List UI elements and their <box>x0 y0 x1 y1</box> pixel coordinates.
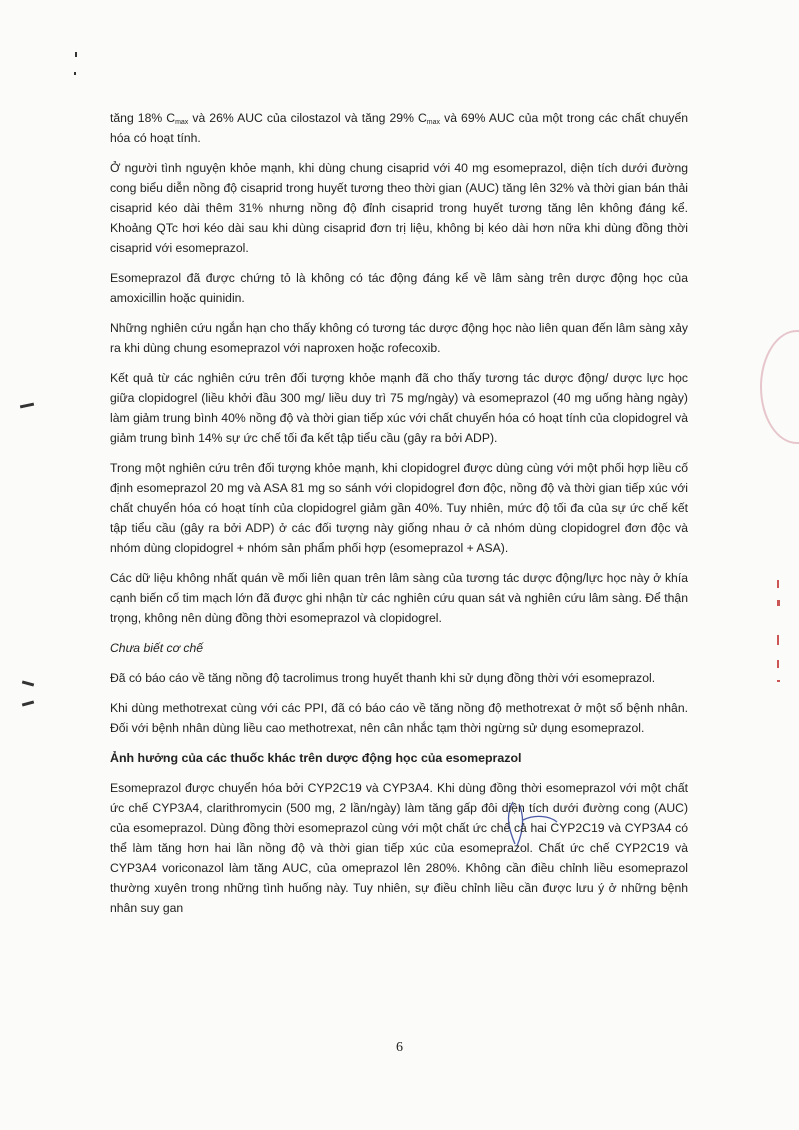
subheading: Chưa biết cơ chế <box>110 641 204 655</box>
scan-mark <box>777 580 779 588</box>
scan-mark <box>22 680 34 686</box>
paragraph: tăng 18% $C_{max}$ và 26% AUC của cilostazol và tăng 29% $C_{max}$ và 69% AUC của một trong các chất chuyển hóa có hoạt tính. <box>110 111 689 145</box>
paragraph: Kết quả từ các nghiên cứu trên đối tượng khỏe mạnh đã cho thấy tương tác dược động/ dược lực học giữa clopidogrel (liều khởi đầu 300 mg/ liều duy trì 75 mg/ngày) và esomeprazol (40 mg uống hàng ngày) làm giảm trung bình 40% nồng độ và thời gian tiếp xúc với chất chuyển hóa có hoạt tính của clopidogrel và giảm trung bình 14% sự ức chế tối đa kết tập tiểu cầu (gây ra bởi ADP). <box>110 371 688 445</box>
scan-mark <box>75 52 77 57</box>
page-number: 6 <box>396 1040 403 1055</box>
paragraph: Đã có báo cáo về tăng nồng độ tacrolimus trong huyết thanh khi sử dụng đồng thời với esomeprazol. <box>110 671 656 685</box>
paragraph: Trong một nghiên cứu trên đối tượng khỏe mạnh, khi clopidogrel được dùng cùng với một phối hợp liều cố định esomeprazol 20 mg và ASA 81 mg so sánh với clopidogrel đơn độc, nồng độ và thời gian tiếp xúc với chất chuyển hóa có hoạt tính của clopidogrel giảm gần 40%. Tuy nhiên, mức độ tối đa của sự ức chế kết tập tiểu cầu (gây ra bởi ADP) ở các đối tượng này giống nhau ở cả nhóm dùng clopidogrel đơn độc và nhóm dùng clopidogrel + nhóm sản phẩm phối hợp (esomeprazol + ASA). <box>110 461 688 555</box>
paragraph: Ở người tình nguyện khỏe mạnh, khi dùng chung cisaprid với 40 mg esomeprazol, diện tích dưới đường cong biểu diễn nồng độ cisaprid trong huyết tương theo thời gian (AUC) tăng lên 32% và thời gian bán thải cisaprid kéo dài thêm 31% nhưng nồng độ đỉnh cisaprid trong huyết tương tăng lên không đáng kể. Khoảng QTc hơi kéo dài sau khi dùng cisaprid đơn trị liệu, không bị kéo dài hơn nữa khi dùng đồng thời cisaprid với esomeprazol. <box>110 161 688 255</box>
section-heading: Ảnh hưởng của các thuốc khác trên dược động học của esomeprazol <box>110 751 522 765</box>
scan-mark <box>777 600 780 606</box>
paragraph: Khi dùng methotrexat cùng với các PPI, đã có báo cáo về tăng nồng độ methotrexat ở một số bệnh nhân. Đối với bệnh nhân dùng liều cao methotrexat, nên cân nhắc tạm thời ngừng sử dụng esomeprazol. <box>110 701 688 735</box>
paragraph: Những nghiên cứu ngắn hạn cho thấy không có tương tác dược động học nào liên quan đến lâm sàng xảy ra khi dùng chung esomeprazol với naproxen hoặc rofecoxib. <box>110 321 688 355</box>
stamp-mark <box>760 330 799 444</box>
scan-mark <box>777 680 780 682</box>
scan-mark <box>22 700 34 706</box>
scan-mark <box>20 403 34 409</box>
scan-mark <box>777 660 779 668</box>
paragraph: Esomeprazol đã được chứng tỏ là không có tác động đáng kể về lâm sàng trên dược động học của amoxicillin hoặc quinidin. <box>110 271 688 305</box>
scan-mark <box>74 72 76 75</box>
document-body <box>110 108 688 928</box>
paragraph: Esomeprazol được chuyển hóa bởi CYP2C19 và CYP3A4. Khi dùng đồng thời esomeprazol với một chất ức chế CYP3A4, clarithromycin (500 mg, 2 lần/ngày) làm tăng gấp đôi diện tích dưới đường cong (AUC) của esomeprazol. Dùng đồng thời esomeprazol cùng với một chất ức chế cả hai CYP2C19 và CYP3A4 có thể làm tăng hơn hai lần nồng độ và thời gian tiếp xúc của esomeprazol. Chất ức chế CYP2C19 và CYP3A4 voriconazol làm tăng AUC, của omeprazol lên 280%. Không cần điều chỉnh liều esomeprazol thường xuyên trong những tình huống này. Tuy nhiên, sự điều chỉnh liều cần được lưu ý ở những bệnh nhân suy gan <box>110 781 688 915</box>
scan-mark <box>777 635 779 645</box>
paragraph: Các dữ liệu không nhất quán về mối liên quan trên lâm sàng của tương tác dược động/lực học này ở khía cạnh biến cố tim mạch lớn đã được ghi nhận từ các nghiên cứu quan sát và nghiên cứu lâm sàng. Để thận trọng, không nên dùng đồng thời esomeprazol và clopidogrel. <box>110 571 688 625</box>
